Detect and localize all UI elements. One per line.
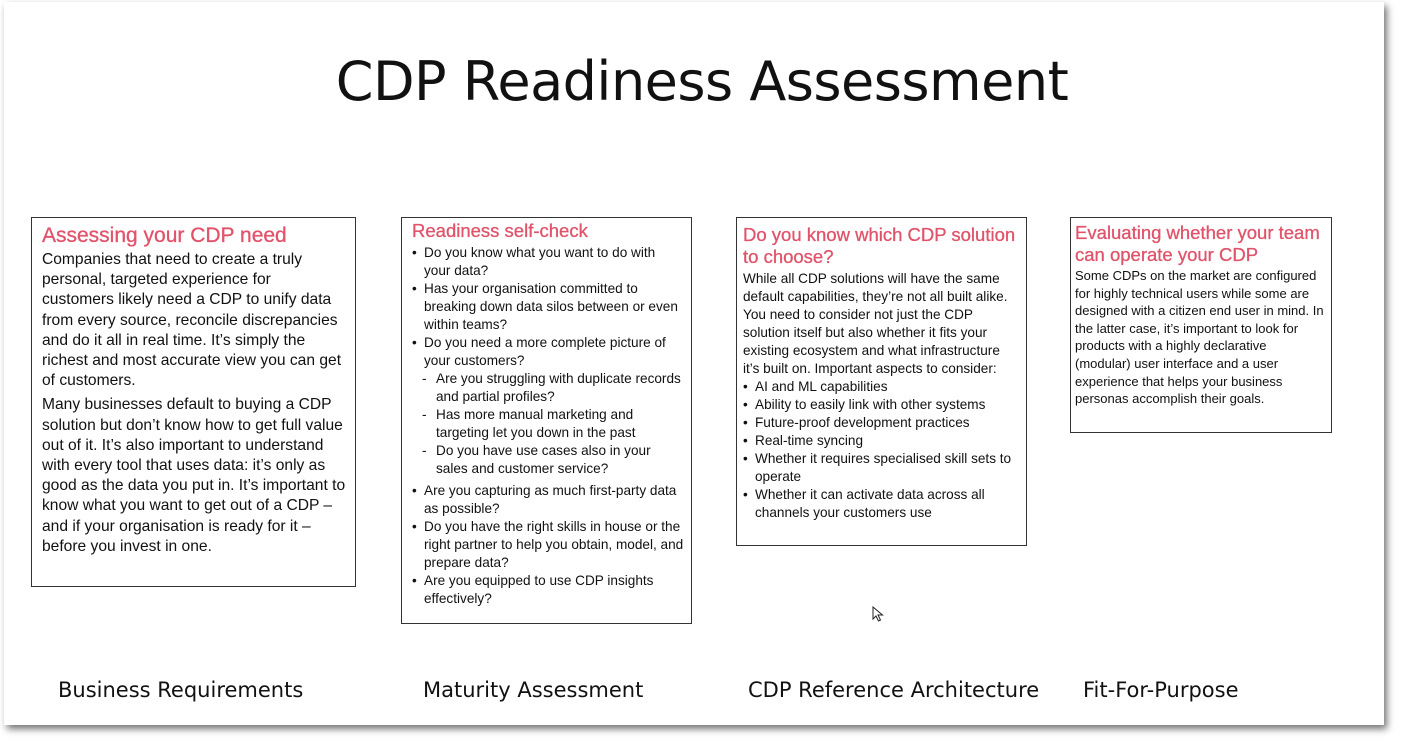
list-item: • Whether it requires specialised skill sets to operate [743,450,1020,486]
list-item: • Whether it can activate data across all channels your customers use [743,486,1020,522]
card-heading: Evaluating whether your team can operate your CDP [1075,222,1320,265]
caption-business-requirements: Business Requirements [58,678,304,702]
card-paragraph: While all CDP solutions will have the same default capabilities, they’re not all built alike. You need to consider not just the CDP solution itself but also whether it fits your existing ecosystem and what infrastructure it’s built on. Important aspects to consider: [743,271,1008,376]
mouse-pointer-icon [872,606,884,622]
card-assessing-cdp-need [31,217,356,587]
card-paragraph: Companies that need to create a truly personal, targeted experience for customers likely need a CDP to unify data from every source, reconcile discrepancies and do it all in real time. It’s simply the richest and most accurate view you can get of customers. [42,251,342,390]
card-heading: Readiness self-check [412,220,588,241]
caption-maturity-assessment: Maturity Assessment [423,678,644,702]
page-title: CDP Readiness Assessment [335,50,1069,113]
card-paragraph: Many businesses default to buying a CDP solution but don’t know how to get full value out of it. It’s also important to understand with every tool that uses data: it’s only as good as the data you put in. It’s important to know what you want to get out of a CDP – and if your organisation is ready for it – before you invest in one. [42,396,346,555]
list-item: • Are you equipped to use CDP insights effectively? [412,572,685,608]
list-item: • Real-time syncing [743,432,1020,450]
list-item: • Future-proof development practices [743,414,1020,432]
list-item: • Do you have the right skills in house or the right partner to help you obtain, model, and prepare data? [412,518,685,572]
checklist [412,244,685,608]
card-readiness-self-check [401,217,692,624]
sub-list-item: - Has more manual marketing and targeting let you down in the past [412,406,685,442]
list-item: • AI and ML capabilities [743,378,1020,396]
sub-list-item: - Do you have use cases also in your sales and customer service? [412,442,685,478]
list-item: • Ability to easily link with other systems [743,396,1020,414]
caption-cdp-reference-architecture: CDP Reference Architecture [748,678,1040,702]
card-heading: Do you know which CDP solution to choose? [743,224,1016,267]
sub-list-item: - Are you struggling with duplicate records and partial profiles? [412,370,685,406]
aspects-list [743,378,1020,522]
list-item: • Has your organisation committed to breaking down data silos between or even within teams? [412,280,685,334]
card-paragraph: Some CDPs on the market are configured for highly technical users while some are designed with a citizen end user in mind. In the latter case, it’s important to look for products with a highly declarative (modular) user interface and a user experience that helps your business personas accomplish their goals. [1075,268,1324,407]
card-team-operate-cdp [1070,217,1332,433]
list-item: • Are you capturing as much first-party data as possible? [412,482,685,518]
list-item: • Do you need a more complete picture of your customers? [412,334,685,370]
list-item: • Do you know what you want to do with your data? [412,244,685,280]
card-heading: Assessing your CDP need [42,224,287,247]
caption-fit-for-purpose: Fit-For-Purpose [1083,678,1239,702]
card-which-cdp-solution [736,217,1027,546]
